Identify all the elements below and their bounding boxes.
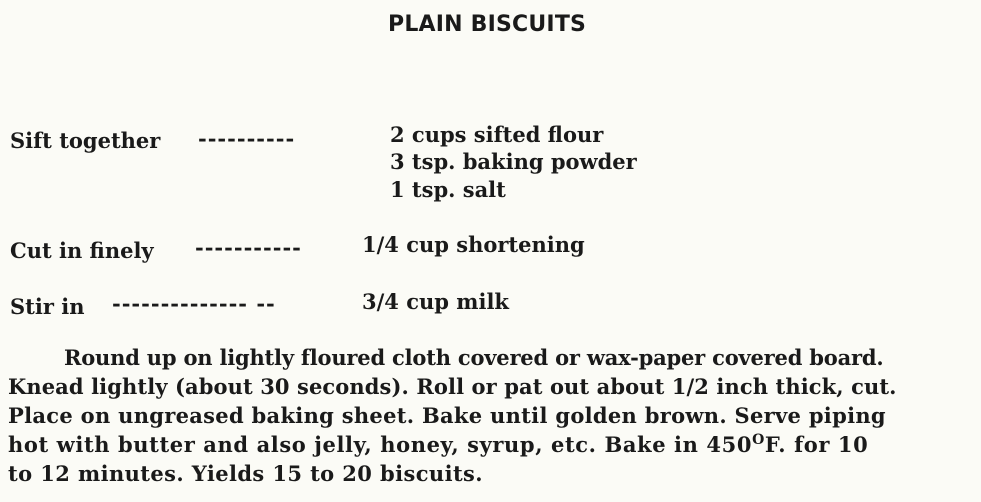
step-action-stir: Stir in <box>10 294 85 319</box>
ingredient-salt: 1 tsp. salt <box>390 177 506 202</box>
recipe-title: PLAIN BISCUITS <box>388 12 587 37</box>
directions-text: F. for 10 <box>764 432 869 457</box>
step-action-cut: Cut in finely <box>10 238 154 263</box>
directions-line: Round up on lightly floured cloth covered or wax-paper covered board. <box>64 345 884 370</box>
directions-line: Place on ungreased baking sheet. Bake until golden brown. Serve piping <box>8 403 886 428</box>
ingredient-shortening: 1/4 cup shortening <box>362 232 585 257</box>
directions-line: Knead lightly (about 30 seconds). Roll or pat out about 1/2 inch thick, cut. <box>8 374 897 399</box>
directions-text: hot with butter and also jelly, honey, syrup, etc. Bake in 450 <box>8 432 753 457</box>
step-leader-sift: ---------- <box>198 126 296 151</box>
ingredient-baking-powder: 3 tsp. baking powder <box>390 149 637 174</box>
directions-line <box>8 430 968 459</box>
step-leader-cut: ----------- <box>195 235 302 260</box>
degree-mark: O <box>752 432 765 448</box>
step-action-sift: Sift together <box>10 128 161 153</box>
directions-line: to 12 minutes. Yields 15 to 20 biscuits. <box>8 461 483 486</box>
ingredient-flour: 2 cups sifted flour <box>390 122 604 147</box>
ingredient-milk: 3/4 cup milk <box>362 289 509 314</box>
directions-paragraph <box>8 343 968 488</box>
step-leader-stir: -------------- -- <box>112 291 276 316</box>
